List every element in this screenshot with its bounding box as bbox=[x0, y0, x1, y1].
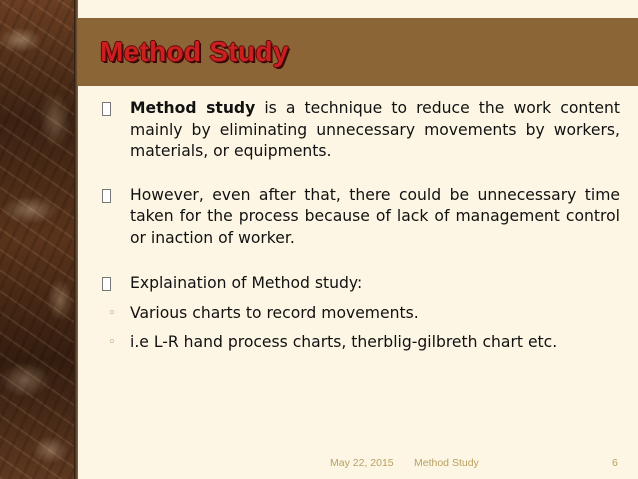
slide-title: Method Study bbox=[100, 36, 289, 67]
footer-date: May 22, 2015 bbox=[330, 457, 394, 469]
hollow-circle-icon: ◦ bbox=[108, 335, 116, 350]
title-bar bbox=[78, 18, 638, 86]
bullet-box-icon bbox=[100, 185, 130, 206]
sub-bullet-text: i.e L-R hand process charts, therblig-gilbreth chart etc. bbox=[130, 333, 558, 351]
bullet-box-icon bbox=[100, 273, 130, 294]
sub-bullet-item bbox=[108, 303, 620, 325]
bullet-item bbox=[100, 273, 620, 295]
marble-side-panel bbox=[0, 0, 74, 479]
footer-page-number: 6 bbox=[612, 457, 618, 469]
bullet-item bbox=[100, 98, 620, 163]
bullet-text: Explaination of Method study: bbox=[130, 274, 363, 292]
bullet-box-icon bbox=[100, 98, 130, 119]
sub-bullet-item bbox=[108, 332, 620, 354]
slide-footer bbox=[0, 457, 638, 473]
footer-title: Method Study bbox=[414, 457, 479, 469]
slide-content bbox=[100, 98, 620, 354]
bullet-text: However, even after that, there could be unnecessary time taken for the process because of lack of management control or inaction of worker. bbox=[130, 185, 620, 247]
bullet-lead-bold: Method study bbox=[130, 99, 256, 117]
hollow-circle-icon: ◦ bbox=[108, 305, 116, 321]
bullet-text bbox=[130, 98, 620, 163]
bullet-body: is a technique to reduce the work content mainly by eliminating unnecessary movements by workers, materials, or equipments. bbox=[130, 99, 620, 160]
sub-bullet-text: Various charts to record movements. bbox=[130, 303, 419, 322]
bullet-item bbox=[100, 185, 620, 250]
